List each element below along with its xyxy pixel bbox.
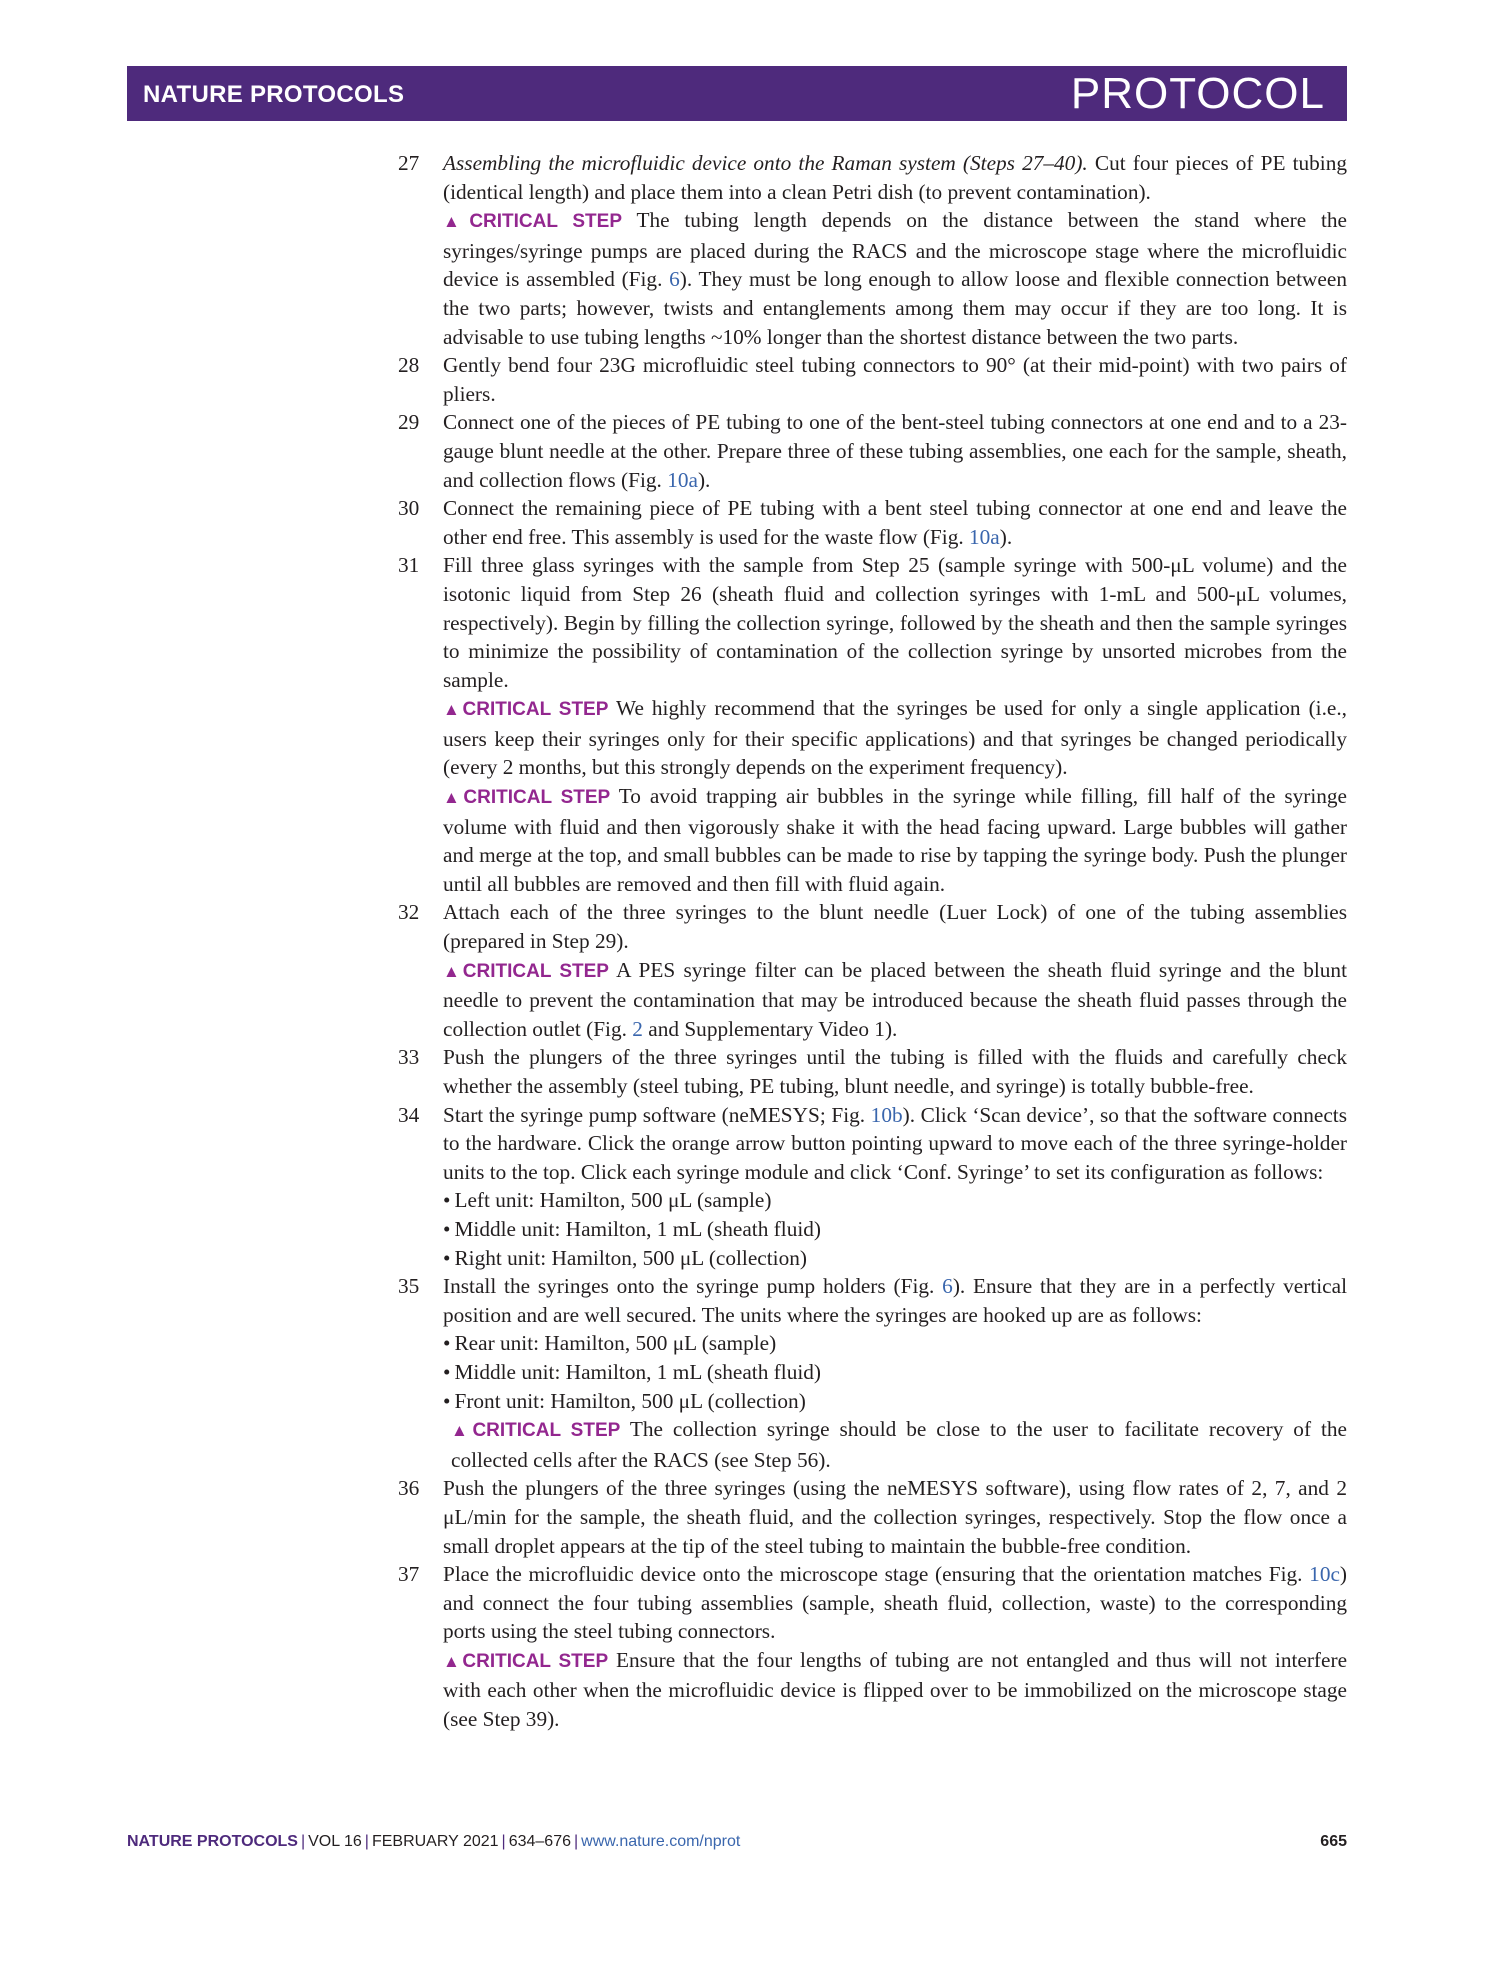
journal-name: NATURE PROTOCOLS — [143, 81, 405, 108]
warning-triangle-icon: ▲ — [451, 1421, 473, 1441]
step-36: 36 Push the plungers of the three syringes (using the neMESYS software), using flow rates of 2, 7, and 2 μL/min for the sample, the sheath fluid, and the collection syringes, respectively. Stop the flow once a small droplet appears at the tip of the steel tubing to maintain the bubble-free condition. — [398, 1476, 1347, 1558]
footer-date: FEBRUARY 2021 — [371, 1833, 499, 1850]
critical-step: ▲CRITICAL STEP We highly recommend that the syringes be used for only a single application (i.e., users keep their syringes only for their specific applications) and that syringes be changed periodically (every 2 months, but this strongly depends on the experiment frequency). — [443, 696, 1348, 780]
list-item: • Front unit: Hamilton, 500 μL (collection) — [443, 1387, 1347, 1416]
step-number: 34 — [398, 1102, 420, 1127]
bullet-list — [443, 1186, 1347, 1272]
footer-journal: NATURE PROTOCOLS — [127, 1833, 298, 1850]
step-30: 30 Connect the remaining piece of PE tubing with a bent steel tubing connector at one end and leave the other end free. This assembly is used for the waste flow (Fig. 10a). — [398, 496, 1347, 549]
step-number: 37 — [398, 1562, 420, 1587]
critical-step: ▲CRITICAL STEP To avoid trapping air bubbles in the syringe while filling, fill half of the syringe volume with fluid and then vigorously shake it with the head facing upward. Large bubbles will gather and merge at the top, and small bubbles can be made to rise by tapping the syringe body. Push the plunger until all bubbles are removed and then fill with fluid again. — [443, 784, 1348, 896]
step-number: 35 — [398, 1274, 420, 1299]
step-number: 31 — [398, 553, 420, 578]
protocol-steps — [398, 149, 1347, 1734]
list-item: • Left unit: Hamilton, 500 μL (sample) — [443, 1186, 1347, 1215]
warning-triangle-icon: ▲ — [443, 1651, 463, 1671]
step-32: 32 Attach each of the three syringes to the blunt needle (Luer Lock) of one of the tubing assemblies (prepared in Step 29). ▲CRITICAL STEP A PES syringe filter can be placed between the sheath fluid syringe and the blunt needle to prevent the contamination that may be introduced because the sheath fluid passes through the collection outlet (Fig. 2 and Supplementary Video 1). — [398, 898, 1347, 1043]
warning-triangle-icon: ▲ — [443, 700, 463, 720]
critical-step: ▲CRITICAL STEP The collection syringe should be close to the user to facilitate recovery of the collected cells after the RACS (see Step 56). — [451, 1417, 1347, 1472]
figure-link[interactable]: 2 — [632, 1016, 643, 1041]
step-34: 34 Start the syringe pump software (neMESYS; Fig. 10b). Click ‘Scan device’, so that the software connects to the hardware. Click the orange arrow button pointing upward to move each of the three syringe-holder units to the top. Click each syringe module and click ‘Conf. Syringe’ to set its configuration as follows: • Left unit: Hamilton, 500 μL (sample) • Middle unit: Hamilton, 1 mL (sheath fluid) • Right unit: Hamilton, 500 μL (collection) — [398, 1101, 1347, 1273]
warning-triangle-icon: ▲ — [443, 788, 464, 808]
footer-volume: VOL 16 — [308, 1833, 362, 1850]
list-item: • Right unit: Hamilton, 500 μL (collection) — [443, 1244, 1347, 1273]
step-number: 27 — [398, 151, 420, 175]
footer-url[interactable]: www.nature.com/nprot — [581, 1833, 741, 1850]
step-28: 28 Gently bend four 23G microfluidic steel tubing connectors to 90° (at their mid-point) with two pairs of pliers. — [398, 353, 1347, 406]
figure-link[interactable]: 6 — [942, 1274, 953, 1299]
step-33: 33 Push the plungers of the three syringes until the tubing is filled with the fluids and carefully check whether the assembly (steel tubing, PE tubing, blunt needle, and syringe) is totally bubble-free. — [398, 1045, 1347, 1098]
warning-triangle-icon: ▲ — [443, 212, 470, 232]
step-37: 37 Place the microfluidic device onto the microscope stage (ensuring that the orientation matches Fig. 10c) and connect the four tubing assemblies (sample, sheath fluid, collection, waste) to the corresponding ports using the steel tubing connectors. ▲CRITICAL STEP Ensure that the four lengths of tubing are not entangled and thus will not interfere with each other when the microfluidic device is flipped over to be immobilized on the microscope stage (see Step 39). — [398, 1560, 1347, 1734]
page-footer: NATURE PROTOCOLS | VOL 16 | FEBRUARY 2021 | 634–676 | www.nature.com/nprot 665 — [127, 1833, 1347, 1850]
step-29: 29 Connect one of the pieces of PE tubing to one of the bent-steel tubing connectors at one end and to a 23-gauge blunt needle at the other. Prepare three of these tubing assemblies, one each for the sample, sheath, and collection flows (Fig. 10a). — [398, 410, 1347, 492]
step-number: 30 — [398, 496, 420, 521]
article-type: PROTOCOL — [1070, 69, 1325, 118]
bullet-list — [443, 1329, 1347, 1415]
step-27: 27 Assembling the microfluidic device onto the Raman system (Steps 27–40). Cut four pieces of PE tubing (identical length) and place them into a clean Petri dish (to prevent contamination). ▲CRITICAL STEP The tubing length depends on the distance between the stand where the syringes/syringe pumps are placed during the RACS and the microscope stage where the microfluidic device is assembled (Fig. 6). They must be long enough to allow loose and flexible connection between the two parts; however, twists and entanglements among them may occur if they are too long. It is advisable to use tubing lengths ~10% longer than the shortest distance between the two parts. — [398, 149, 1347, 351]
step-number: 28 — [398, 353, 420, 378]
list-item: • Rear unit: Hamilton, 500 μL (sample) — [443, 1329, 1347, 1358]
step-number: 33 — [398, 1045, 420, 1070]
page-header — [127, 66, 1347, 121]
page-number: 665 — [1320, 1833, 1347, 1850]
figure-link[interactable]: 10b — [870, 1102, 903, 1127]
critical-step: ▲CRITICAL STEP A PES syringe filter can be placed between the sheath fluid syringe and the blunt needle to prevent the contamination that may be introduced because the sheath fluid passes through the collection outlet (Fig. 2 and Supplementary Video 1). — [443, 957, 1347, 1041]
critical-step: ▲CRITICAL STEP Ensure that the four lengths of tubing are not entangled and thus will not interfere with each other when the microfluidic device is flipped over to be immobilized on the microscope stage (see Step 39). — [443, 1647, 1348, 1732]
step-number: 29 — [398, 410, 420, 435]
figure-link[interactable]: 10a — [969, 524, 1000, 549]
figure-link[interactable]: 10c — [1309, 1562, 1340, 1587]
footer-pages: 634–676 — [508, 1833, 571, 1850]
critical-step: ▲CRITICAL STEP The tubing length depends on the distance between the stand where the syringes/syringe pumps are placed during the RACS and the microscope stage where the microfluidic device is assembled (Fig. 6). They must be long enough to allow loose and flexible connection between the two parts; however, twists and entanglements among them may occur if they are too long. It is advisable to use tubing lengths ~10% longer than the shortest distance between the two parts. — [443, 208, 1347, 349]
step-number: 32 — [398, 900, 420, 925]
step-title: Assembling the microfluidic device onto the Raman system (Steps 27–40). — [443, 151, 1088, 175]
figure-link[interactable]: 10a — [667, 467, 698, 492]
step-31: 31 Fill three glass syringes with the sample from Step 25 (sample syringe with 500-μL volume) and the isotonic liquid from Step 26 (sheath fluid and collection syringes with 1-mL and 500-μL volumes, respectively). Begin by filling the collection syringe, followed by the sheath and then the sample syringes to minimize the possibility of contamination of the collection syringe by unsorted microbes from the sample. ▲CRITICAL STEP We highly recommend that the syringes be used for only a single application (i.e., users keep their syringes only for their specific applications) and that syringes be changed periodically (every 2 months, but this strongly depends on the experiment frequency). ▲CRITICAL STEP To avoid trapping air bubbles in the syringe while filling, fill half of the syringe volume with fluid and then vigorously shake it with the head facing upward. Large bubbles will gather and merge at the top, and small bubbles can be made to rise by tapping the syringe body. Push the plunger until all bubbles are removed and then fill with fluid again. — [398, 551, 1347, 898]
list-item: • Middle unit: Hamilton, 1 mL (sheath fluid) — [443, 1358, 1347, 1387]
figure-link[interactable]: 6 — [669, 267, 680, 292]
warning-triangle-icon: ▲ — [443, 961, 463, 981]
step-35: 35 Install the syringes onto the syringe pump holders (Fig. 6). Ensure that they are in a perfectly vertical position and are well secured. The units where the syringes are hooked up are as follows: • Rear unit: Hamilton, 500 μL (sample) • Middle unit: Hamilton, 1 mL (sheath fluid) • Front unit: Hamilton, 500 μL (collection) ▲CRITICAL STEP The collection syringe should be close to the user to facilitate recovery of the collected cells after the RACS (see Step 56). — [398, 1272, 1347, 1474]
list-item: • Middle unit: Hamilton, 1 mL (sheath fluid) — [443, 1215, 1347, 1244]
step-number: 36 — [398, 1476, 420, 1501]
